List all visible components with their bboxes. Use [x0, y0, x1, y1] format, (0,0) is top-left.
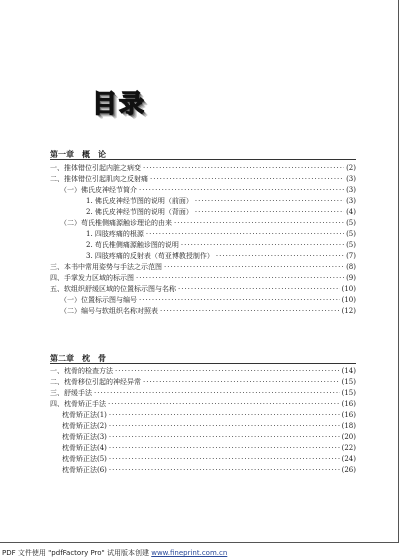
- toc-entry[interactable]: 枕骨矫正法(4) ····· (22): [50, 443, 356, 454]
- pdf-footer: [2, 548, 227, 558]
- toc-entry[interactable]: 1. 佛氏皮神经节图的说明（前面） ····· (3): [50, 196, 356, 207]
- toc-entry[interactable]: 枕骨矫正法(2) ····· (18): [50, 421, 356, 432]
- chapter-title: 第一章 概 论: [50, 150, 106, 159]
- footer-text: PDF 文件使用 "pdfFactory Pro" 试用版本创建: [2, 549, 152, 557]
- toc-entry[interactable]: 四、手掌发力区域的标示图 ····· (9): [50, 273, 356, 284]
- toc-entry[interactable]: 2. 佛氏皮神经节图的说明（背面） ····· (4): [50, 207, 356, 218]
- chapter-rule: [50, 159, 356, 160]
- toc-entry[interactable]: （二）编号与软组织名称对照表 ····· (12): [50, 306, 356, 317]
- toc-entry[interactable]: 一、枕骨的检查方法 ····· (14): [50, 366, 356, 377]
- chapter-rule: [50, 363, 356, 364]
- toc-entry[interactable]: 二、枕骨移位引起的神经异常 ····· (15): [50, 377, 356, 388]
- footer-link[interactable]: www.fineprint.com.cn: [151, 549, 228, 557]
- chapter-title: 第二章 枕 骨: [50, 354, 106, 363]
- toc-entry[interactable]: 五、软组织舒缓区域的位置标示图与名称 ····· (10): [50, 284, 356, 295]
- toc-entry[interactable]: 枕骨矫正法(3) ····· (20): [50, 432, 356, 443]
- toc-entry[interactable]: 2. 苟氏椎侧痛源触诊图的说明 ····· (5): [50, 240, 356, 251]
- page-title: 目录: [92, 89, 147, 118]
- toc-entry[interactable]: 枕骨矫正法(6) ····· (26): [50, 465, 356, 476]
- toc-entry[interactable]: 3. 四肢疼痛的反射表（苟亚博教授制作） ····· (7): [50, 251, 356, 262]
- toc-entry[interactable]: （一）位置标示图与编号 ····· (10): [50, 295, 356, 306]
- toc-entry[interactable]: 1. 四肢疼痛的根源 ····· (5): [50, 229, 356, 240]
- toc-entry[interactable]: 三、本书中常用姿势与手法之示范图 ····· (8): [50, 262, 356, 273]
- toc-entry[interactable]: 枕骨矫正法(1) ····· (16): [50, 410, 356, 421]
- toc-entry[interactable]: （二）苟氏椎侧痛源触诊理论的由来 ····· (5): [50, 218, 356, 229]
- toc-entry[interactable]: 三、舒缓手法 ····· (15): [50, 388, 356, 399]
- toc-entry[interactable]: 二、推体错位引起肌肉之反射痛 ····· (3): [50, 174, 356, 185]
- toc-entry[interactable]: 四、枕骨矫正手法 ····· (16): [50, 399, 356, 410]
- toc-entry[interactable]: 枕骨矫正法(5) ····· (24): [50, 454, 356, 465]
- toc-entry[interactable]: 一、推体错位引起内脏之病变 ····· (2): [50, 163, 356, 174]
- toc-entry[interactable]: （一）佛氏皮神经节简介 ····· (3): [50, 185, 356, 196]
